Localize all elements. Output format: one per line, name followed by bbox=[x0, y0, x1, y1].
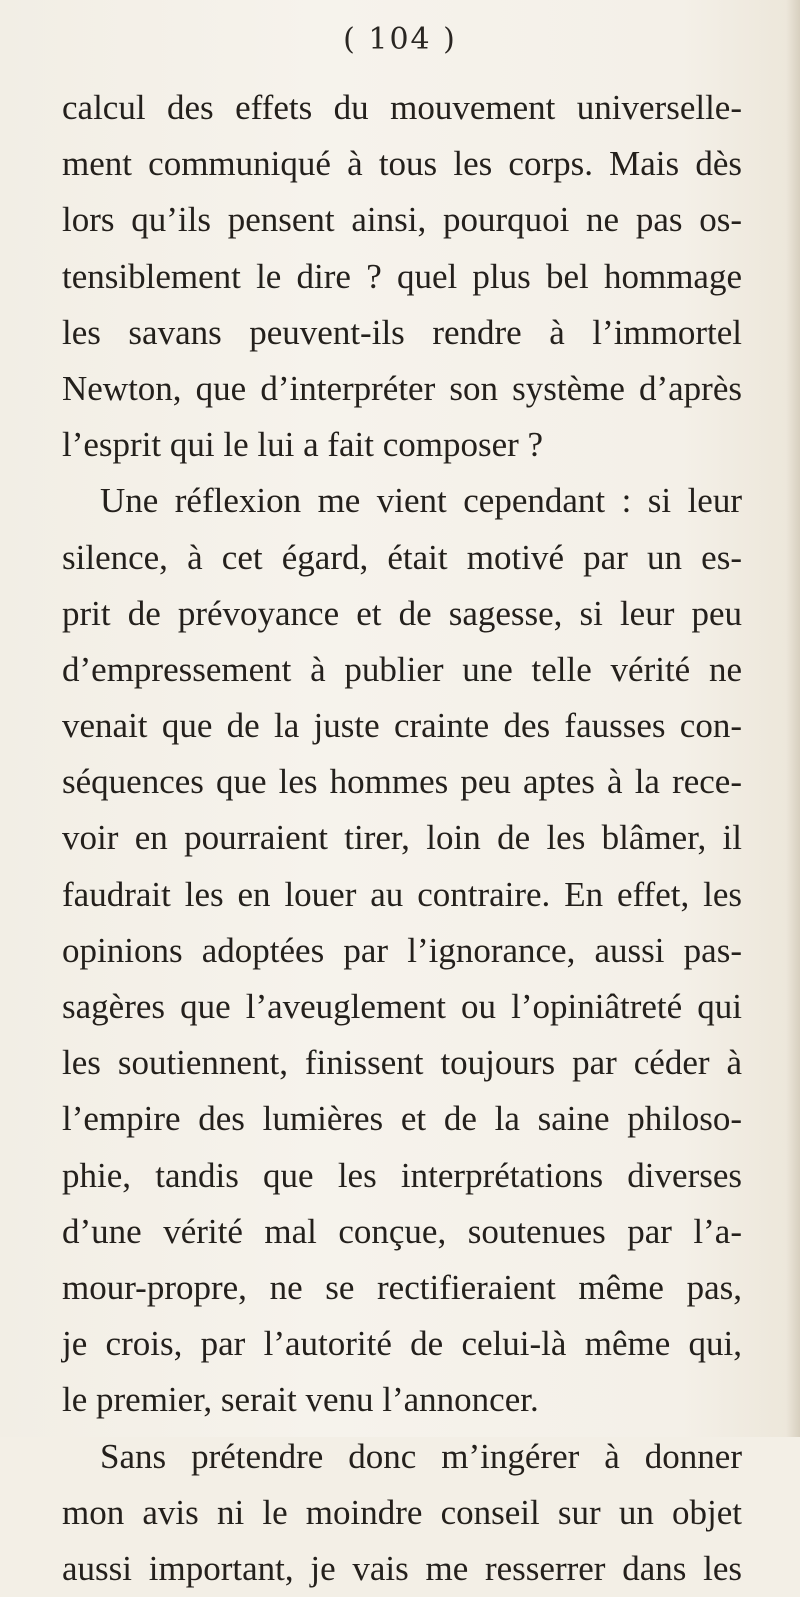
text-line: Newton, que d’interpréter son système d’après bbox=[62, 368, 742, 408]
text-line: séquences que les hommes peu aptes à la rece- bbox=[62, 762, 742, 802]
text-line: mour-propre, ne se rectifieraient même pas, bbox=[62, 1267, 742, 1307]
text-line: mon avis ni le moindre conseil sur un objet bbox=[62, 1492, 742, 1532]
text-line: les savans peuvent-ils rendre à l’immortel bbox=[62, 312, 742, 352]
text-line: lors qu’ils pensent ainsi, pourquoi ne pas os- bbox=[62, 200, 742, 240]
paragraph-start-line: Une réflexion me vient cependant : si leur bbox=[100, 481, 742, 521]
text-line: voir en pourraient tirer, loin de les blâmer, il bbox=[62, 818, 742, 858]
text-line: je crois, par l’autorité de celui-là même qui, bbox=[62, 1324, 742, 1364]
page-edge-shadow bbox=[786, 0, 800, 1437]
text-line: l’esprit qui le lui a fait composer ? bbox=[62, 425, 544, 465]
text-line: calcul des effets du mouvement universelle- bbox=[62, 88, 742, 127]
text-line: faudrait les en louer au contraire. En effet, les bbox=[62, 874, 742, 914]
text-line: d’empressement à publier une telle vérité ne bbox=[62, 649, 742, 689]
text-line: d’une vérité mal conçue, soutenues par l’a- bbox=[62, 1211, 742, 1251]
paragraph-start-line: Sans prétendre donc m’ingérer à donner bbox=[100, 1436, 742, 1476]
text-line: les soutiennent, finissent toujours par céder à bbox=[62, 1043, 742, 1083]
text-line: venait que de la juste crainte des fausses con- bbox=[62, 706, 742, 746]
body-text bbox=[62, 80, 742, 1597]
text-line: aussi important, je vais me resserrer dans les bbox=[62, 1548, 742, 1588]
text-line: sagères que l’aveuglement ou l’opiniâtreté qui bbox=[62, 987, 742, 1026]
text-line: silence, à cet égard, était motivé par un es- bbox=[62, 537, 742, 577]
page-number: ( 104 ) bbox=[343, 22, 457, 57]
text-line: ment communiqué à tous les corps. Mais dès bbox=[62, 144, 742, 184]
text-line: l’empire des lumières et de la saine philoso- bbox=[62, 1099, 742, 1139]
text-line: opinions adoptées par l’ignorance, aussi pas- bbox=[62, 930, 742, 970]
text-line: tensiblement le dire ? quel plus bel hommage bbox=[62, 256, 742, 296]
text-line: phie, tandis que les interprétations diverses bbox=[62, 1155, 742, 1195]
text-line: le premier, serait venu l’annoncer. bbox=[62, 1380, 539, 1420]
text-line: prit de prévoyance et de sagesse, si leur peu bbox=[62, 593, 742, 633]
